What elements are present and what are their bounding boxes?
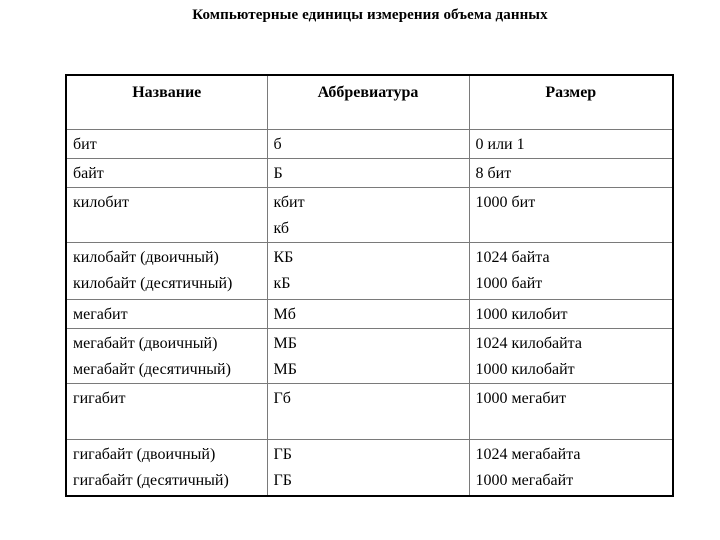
- cell-size: [469, 439, 673, 496]
- cell-text: килобайт (двоичный): [73, 248, 219, 266]
- cell-name: [66, 299, 267, 328]
- cell-text: 0 или 1: [475, 135, 525, 153]
- cell-text: б: [273, 135, 282, 153]
- cell-text: килобайт (десятичный): [73, 274, 233, 292]
- cell-abbreviation: [267, 439, 469, 496]
- table-header-row: [66, 75, 673, 129]
- cell-text: 1000 мегабит: [475, 389, 567, 407]
- cell-size: [469, 383, 673, 439]
- cell-name: [66, 129, 267, 158]
- cell-text: мегабит: [73, 305, 128, 323]
- header-size: Размер: [469, 75, 673, 129]
- table-row: [66, 299, 673, 328]
- cell-name: [66, 242, 267, 299]
- units-table: [65, 74, 674, 497]
- cell-text: байт: [73, 164, 104, 182]
- cell-text: кбит: [273, 193, 305, 211]
- cell-text: гигабит: [73, 389, 126, 407]
- cell-size: [469, 242, 673, 299]
- cell-text: мегабайт (двоичный): [73, 334, 218, 352]
- cell-text: кБ: [273, 274, 291, 292]
- cell-text: 1024 килобайта: [475, 334, 582, 352]
- cell-text: кб: [273, 219, 290, 237]
- cell-text: КБ: [273, 248, 294, 266]
- cell-abbreviation: [267, 328, 469, 383]
- cell-text: 8 бит: [475, 164, 512, 182]
- cell-abbreviation: [267, 383, 469, 439]
- cell-text: МБ: [273, 360, 297, 378]
- cell-size: [469, 299, 673, 328]
- cell-text: ГБ: [273, 445, 292, 463]
- cell-size: [469, 187, 673, 242]
- cell-name: [66, 439, 267, 496]
- cell-abbreviation: [267, 299, 469, 328]
- cell-text: 1000 бит: [475, 193, 536, 211]
- cell-abbreviation: [267, 187, 469, 242]
- table-row: [66, 129, 673, 158]
- cell-name: [66, 383, 267, 439]
- cell-text: Гб: [273, 389, 291, 407]
- header-name: Название: [66, 75, 267, 129]
- cell-text: 1024 байта: [475, 248, 550, 266]
- table-row: [66, 439, 673, 496]
- cell-abbreviation: [267, 129, 469, 158]
- cell-abbreviation: [267, 242, 469, 299]
- page-title: Компьютерные единицы измерения объема данных: [192, 7, 548, 23]
- cell-text: килобит: [73, 193, 130, 211]
- cell-text: Мб: [273, 305, 296, 323]
- table-row: [66, 242, 673, 299]
- cell-text: 1024 мегабайта: [475, 445, 581, 463]
- table-row: [66, 328, 673, 383]
- table-row: [66, 158, 673, 187]
- cell-text: мегабайт (десятичный): [73, 360, 231, 378]
- cell-text: 1000 килобит: [475, 305, 568, 323]
- cell-size: [469, 129, 673, 158]
- cell-name: [66, 187, 267, 242]
- cell-size: [469, 158, 673, 187]
- cell-text: гигабайт (десятичный): [73, 471, 229, 489]
- cell-text: гигабайт (двоичный): [73, 445, 216, 463]
- cell-text: МБ: [273, 334, 297, 352]
- cell-text: ГБ: [273, 471, 292, 489]
- cell-text: бит: [73, 135, 97, 153]
- cell-text: 1000 килобайт: [475, 360, 575, 378]
- cell-size: [469, 328, 673, 383]
- header-abbreviation: Аббревиатура: [267, 75, 469, 129]
- cell-text: 1000 байт: [475, 274, 543, 292]
- cell-abbreviation: [267, 158, 469, 187]
- cell-text: Б: [273, 164, 283, 182]
- cell-name: [66, 158, 267, 187]
- table-row: [66, 187, 673, 242]
- cell-text: 1000 мегабайт: [475, 471, 574, 489]
- table-row: [66, 383, 673, 439]
- cell-name: [66, 328, 267, 383]
